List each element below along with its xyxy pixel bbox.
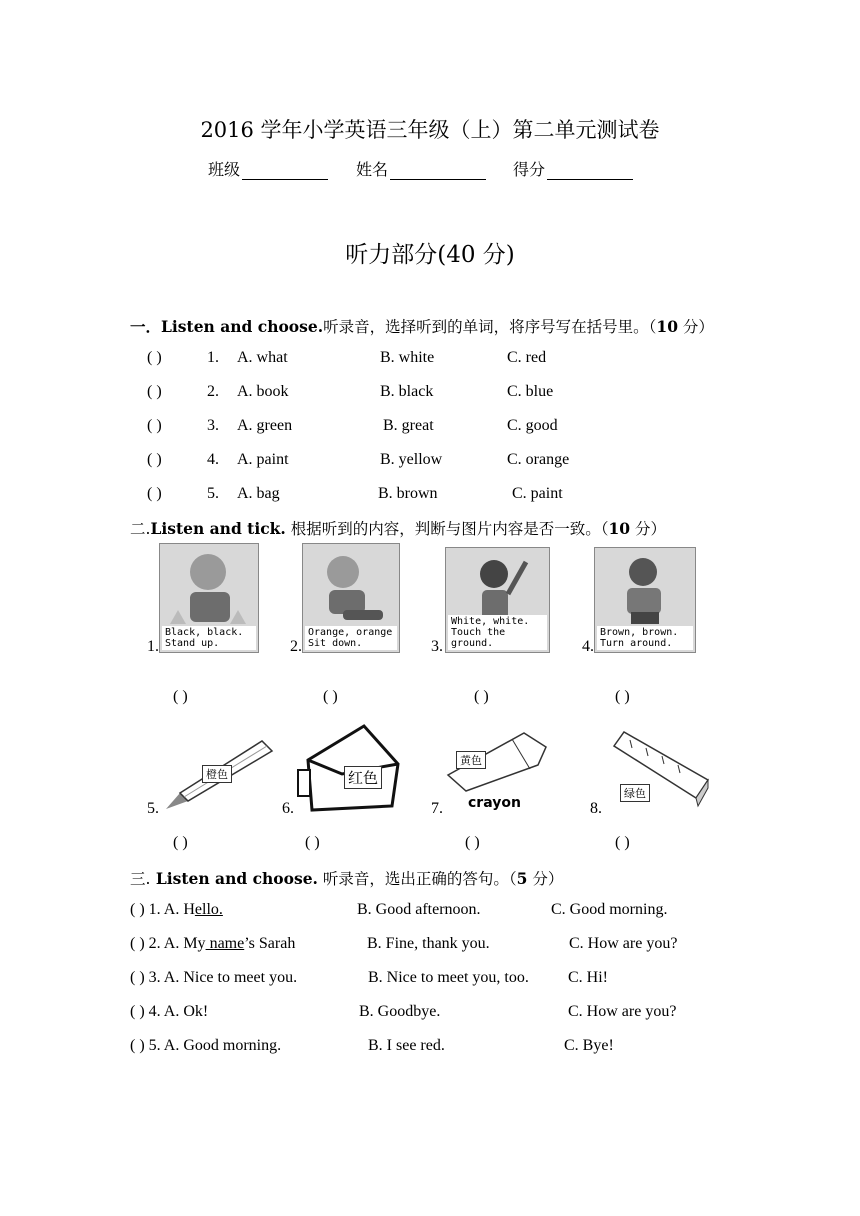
picture-boy-stand-up: Black, black. Stand up.: [159, 543, 259, 653]
class-field[interactable]: [208, 157, 328, 180]
question-number: 1.: [207, 349, 219, 366]
answer-paren[interactable]: ( ): [173, 688, 188, 705]
answer-paren[interactable]: ( ): [147, 383, 162, 400]
answer-paren[interactable]: ( ): [465, 834, 480, 851]
object-number: 7.: [431, 800, 443, 817]
answer-paren[interactable]: (: [130, 935, 140, 952]
option-c: C. blue: [507, 383, 554, 400]
answer-paren[interactable]: ( ): [147, 451, 162, 468]
option-a: A. green: [237, 417, 293, 434]
option-b: B. great: [383, 417, 434, 434]
question-number: 3.: [207, 417, 219, 434]
option-a-rest: ’s Sarah: [244, 935, 296, 952]
option-a: ) 5. A. Good morning.: [139, 1037, 282, 1054]
answer-paren[interactable]: ( ): [147, 485, 162, 502]
answer-paren[interactable]: (: [130, 901, 140, 918]
section3-heading: 三. Listen and choose. 听录音，选出正确的答句。（5 分）: [130, 869, 564, 888]
answer-paren[interactable]: ( ): [147, 349, 162, 366]
score-blank[interactable]: [547, 163, 633, 180]
option-b: B. Goodbye.: [359, 1003, 441, 1020]
class-blank[interactable]: [242, 163, 328, 180]
option-b: B. I see red.: [368, 1037, 445, 1054]
option-a: A. bag: [237, 485, 280, 502]
page-title: 2016 学年小学英语三年级（上）第二单元测试卷: [200, 118, 660, 142]
option-a: A. paint: [237, 451, 289, 468]
answer-paren-and-option-a[interactable]: [130, 1037, 281, 1055]
answer-paren[interactable]: (: [130, 1037, 140, 1054]
answer-paren[interactable]: ( ): [615, 834, 630, 851]
picture-girl-touch-ground: White, white. Touch the ground.: [445, 547, 550, 653]
pencil-picture: 橙色: [158, 735, 276, 815]
answer-paren-and-option-a[interactable]: [130, 901, 223, 919]
option-b: B. yellow: [380, 451, 443, 468]
answer-paren[interactable]: (: [130, 969, 140, 986]
option-c: C. Bye!: [564, 1037, 614, 1054]
question-number: 4.: [207, 451, 219, 468]
name-field[interactable]: [356, 157, 486, 180]
answer-paren-and-option-a[interactable]: [130, 969, 297, 987]
option-a: ) 3. A. Nice to meet you.: [139, 969, 298, 986]
option-c: C. How are you?: [569, 935, 678, 952]
option-a: ) 1. A. H: [139, 901, 195, 918]
answer-paren[interactable]: ( ): [323, 688, 338, 705]
option-a: A. what: [237, 349, 288, 366]
option-c: C. good: [507, 417, 558, 434]
option-b: B. white: [380, 349, 435, 366]
name-label: 姓名: [356, 160, 389, 179]
picture-number: 3.: [431, 638, 443, 655]
picture-boy-turn-around: Brown, brown. Turn around.: [594, 547, 696, 653]
answer-paren[interactable]: ( ): [615, 688, 630, 705]
option-c: C. orange: [507, 451, 570, 468]
answer-paren[interactable]: ( ): [173, 834, 188, 851]
name-blank[interactable]: [390, 163, 486, 180]
answer-paren[interactable]: ( ): [474, 688, 489, 705]
option-c: C. red: [507, 349, 547, 366]
option-a: A. book: [237, 383, 289, 400]
option-a-underlined: ello.: [194, 901, 223, 918]
part-title: 听力部分(40 分): [345, 242, 515, 268]
section1-heading: 一．Listen and choose.听录音，选择听到的单词，将序号写在括号里。（10 分）: [130, 317, 714, 336]
answer-paren-and-option-a[interactable]: [130, 1003, 208, 1021]
picture-girl-sit-down: Orange, orange Sit down.: [302, 543, 400, 653]
picture-number: 2.: [290, 638, 302, 655]
option-b: B. brown: [378, 485, 438, 502]
ruler-picture: 绿色: [610, 728, 710, 812]
option-a: ) 4. A. Ok!: [139, 1003, 209, 1020]
answer-paren-and-option-a[interactable]: [130, 935, 295, 953]
bag-picture: 红色: [294, 720, 406, 816]
option-b: B. black: [380, 383, 434, 400]
class-label: 班级: [208, 160, 241, 179]
question-number: 2.: [207, 383, 219, 400]
answer-paren[interactable]: ( ): [305, 834, 320, 851]
section2-heading: 二.Listen and tick. 根据听到的内容，判断与图片内容是否一致。（10 分）: [130, 519, 667, 538]
answer-paren[interactable]: (: [130, 1003, 140, 1020]
question-number: 5.: [207, 485, 219, 502]
object-number: 8.: [590, 800, 602, 817]
option-a-underlined: name: [205, 935, 245, 952]
crayon-label: crayon: [468, 795, 521, 811]
option-c: C. Hi!: [568, 969, 608, 986]
answer-paren[interactable]: ( ): [147, 417, 162, 434]
option-b: B. Nice to meet you, too.: [368, 969, 529, 986]
crayon-picture: 黄色 crayon: [442, 725, 550, 817]
option-c: C. paint: [512, 485, 563, 502]
option-b: B. Good afternoon.: [357, 901, 481, 918]
score-field[interactable]: [513, 157, 633, 180]
picture-number: 4.: [582, 638, 594, 655]
option-c: C. Good morning.: [551, 901, 668, 918]
object-number: 6.: [282, 800, 294, 817]
picture-number: 1.: [147, 638, 159, 655]
option-c: C. How are you?: [568, 1003, 677, 1020]
option-a: ) 2. A. My: [139, 935, 206, 952]
option-b: B. Fine, thank you.: [367, 935, 490, 952]
score-label: 得分: [513, 160, 546, 179]
object-number: 5.: [147, 800, 159, 817]
